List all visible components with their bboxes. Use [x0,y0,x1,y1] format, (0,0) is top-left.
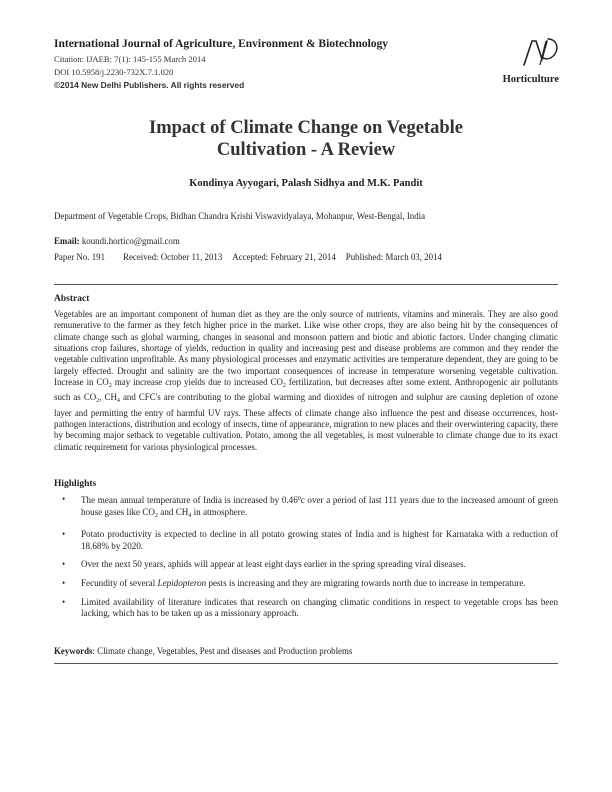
list-item: • Over the next 50 years, aphids will appear at least eight days earlier in the spring spreading viral diseases. [62,559,466,570]
highlights-heading: Highlights [54,479,97,489]
keywords-label: Keywords [54,646,93,656]
list-item: • Limited availability of literature indicates that research on changing climatic conditions in respect to vegetable crops has been lacking, which has to be taken up as a missionary approach. [62,596,558,619]
abstract-heading: Abstract [54,294,90,304]
divider [54,663,558,664]
received-date: Received: October 11, 2013 [123,252,223,262]
accepted-date: Accepted: February 21, 2014 [232,252,336,262]
doi: DOI 10.5958/j.2230-732X.7.1.020 [54,67,174,77]
list-item: • Fecundity of several Lepidopteron pests is increasing and they are migrating towards north due to increase in temperature. [62,577,526,588]
paper-number: Paper No. 191 [54,252,106,262]
copyright-notice: ©2014 New Delhi Publishers. All rights reserved [54,80,245,90]
email [54,236,180,246]
publisher-logo-icon [518,35,562,69]
keywords-value: : Climate change, Vegetables, Pest and diseases and Production problems [92,646,353,656]
paper-dates [54,252,558,262]
email-label: Email: [54,236,80,246]
email-address[interactable]: koundi.hortico@gmail.com [79,236,180,246]
published-date: Published: March 03, 2014 [345,252,442,262]
abstract-body: Vegetables are an important component of human diet as they are the only source of nutrients, vitamins and minerals. They are also good remunerative to the farmer as they fetch higher price in the market. Like wise other crops, they are also being hit by the consequences of climate change such as global warming, changes in seasonal and monsoon pattern and biotic and abiotic factors. Under changing climatic situations crop failures, shortage of yields, reduction in quality and increasing pest and disease problems are common and they render the vegetable cultivation unprofitable. As many physiological processes and enzymatic activities are temperature dependent, they are going to be largely effected. Drought and salinity are the two important consequences of increase in temperature worsening vegetable cultivation. Increase in $CO_2$ may increase crop yields due to increased $CO_2$ fertilization, but decreases after some extent. Anthropogenic air pollutants such as $CO_2$, $CH_4$ and CFC's are contributing to the global warming and dioxides of nitrogen and sulphur are causing depletion of ozone layer and permitting the entry of harmful UV rays. These affects of climate change also influence the pest and disease occurrences, host-pathogen interactions, distribution and ecology of insects, time of appearance, migration to new places and their overwintering capacity, there by becoming major setback to vegetable cultivation. Potato, among the all vegetables, is most vulnerable to climate change due to its exact climatic requirement for various physiological processes. [54,309,559,452]
title-line-1: Impact of Climate Change on Vegetable [149,118,463,138]
list-item: • Potato productivity is expected to decline in all potato growing states of India and is highest for Karnataka with a reduction of 18.68% by 2020. [62,529,558,551]
section-label: Horticulture [502,74,559,85]
affiliation: Department of Vegetable Crops, Bidhan Chandra Krishi Viswavidyalaya, Mohanpur, West-Bengal, India [54,211,426,221]
journal-title: International Journal of Agriculture, Environment & Biotechnology [54,38,389,50]
title-line-2: Cultivation - A Review [216,140,396,160]
list-item: • The mean annual temperature of India is increased by 0.46$^0$c over a period of last 111 years due to the increased amount of green house gases like $CO_2$ and $CH_4$ in atmosphere. [62,494,558,519]
citation: Citation: IJAEB: 7(1): 145-155 March 2014 [54,54,206,64]
authors: Kondinya Ayyogari, Palash Sidhya and M.K. Pandit [189,178,423,189]
paper-title [54,117,558,161]
highlights-list [54,494,558,627]
keywords [54,646,352,656]
divider [54,284,558,285]
